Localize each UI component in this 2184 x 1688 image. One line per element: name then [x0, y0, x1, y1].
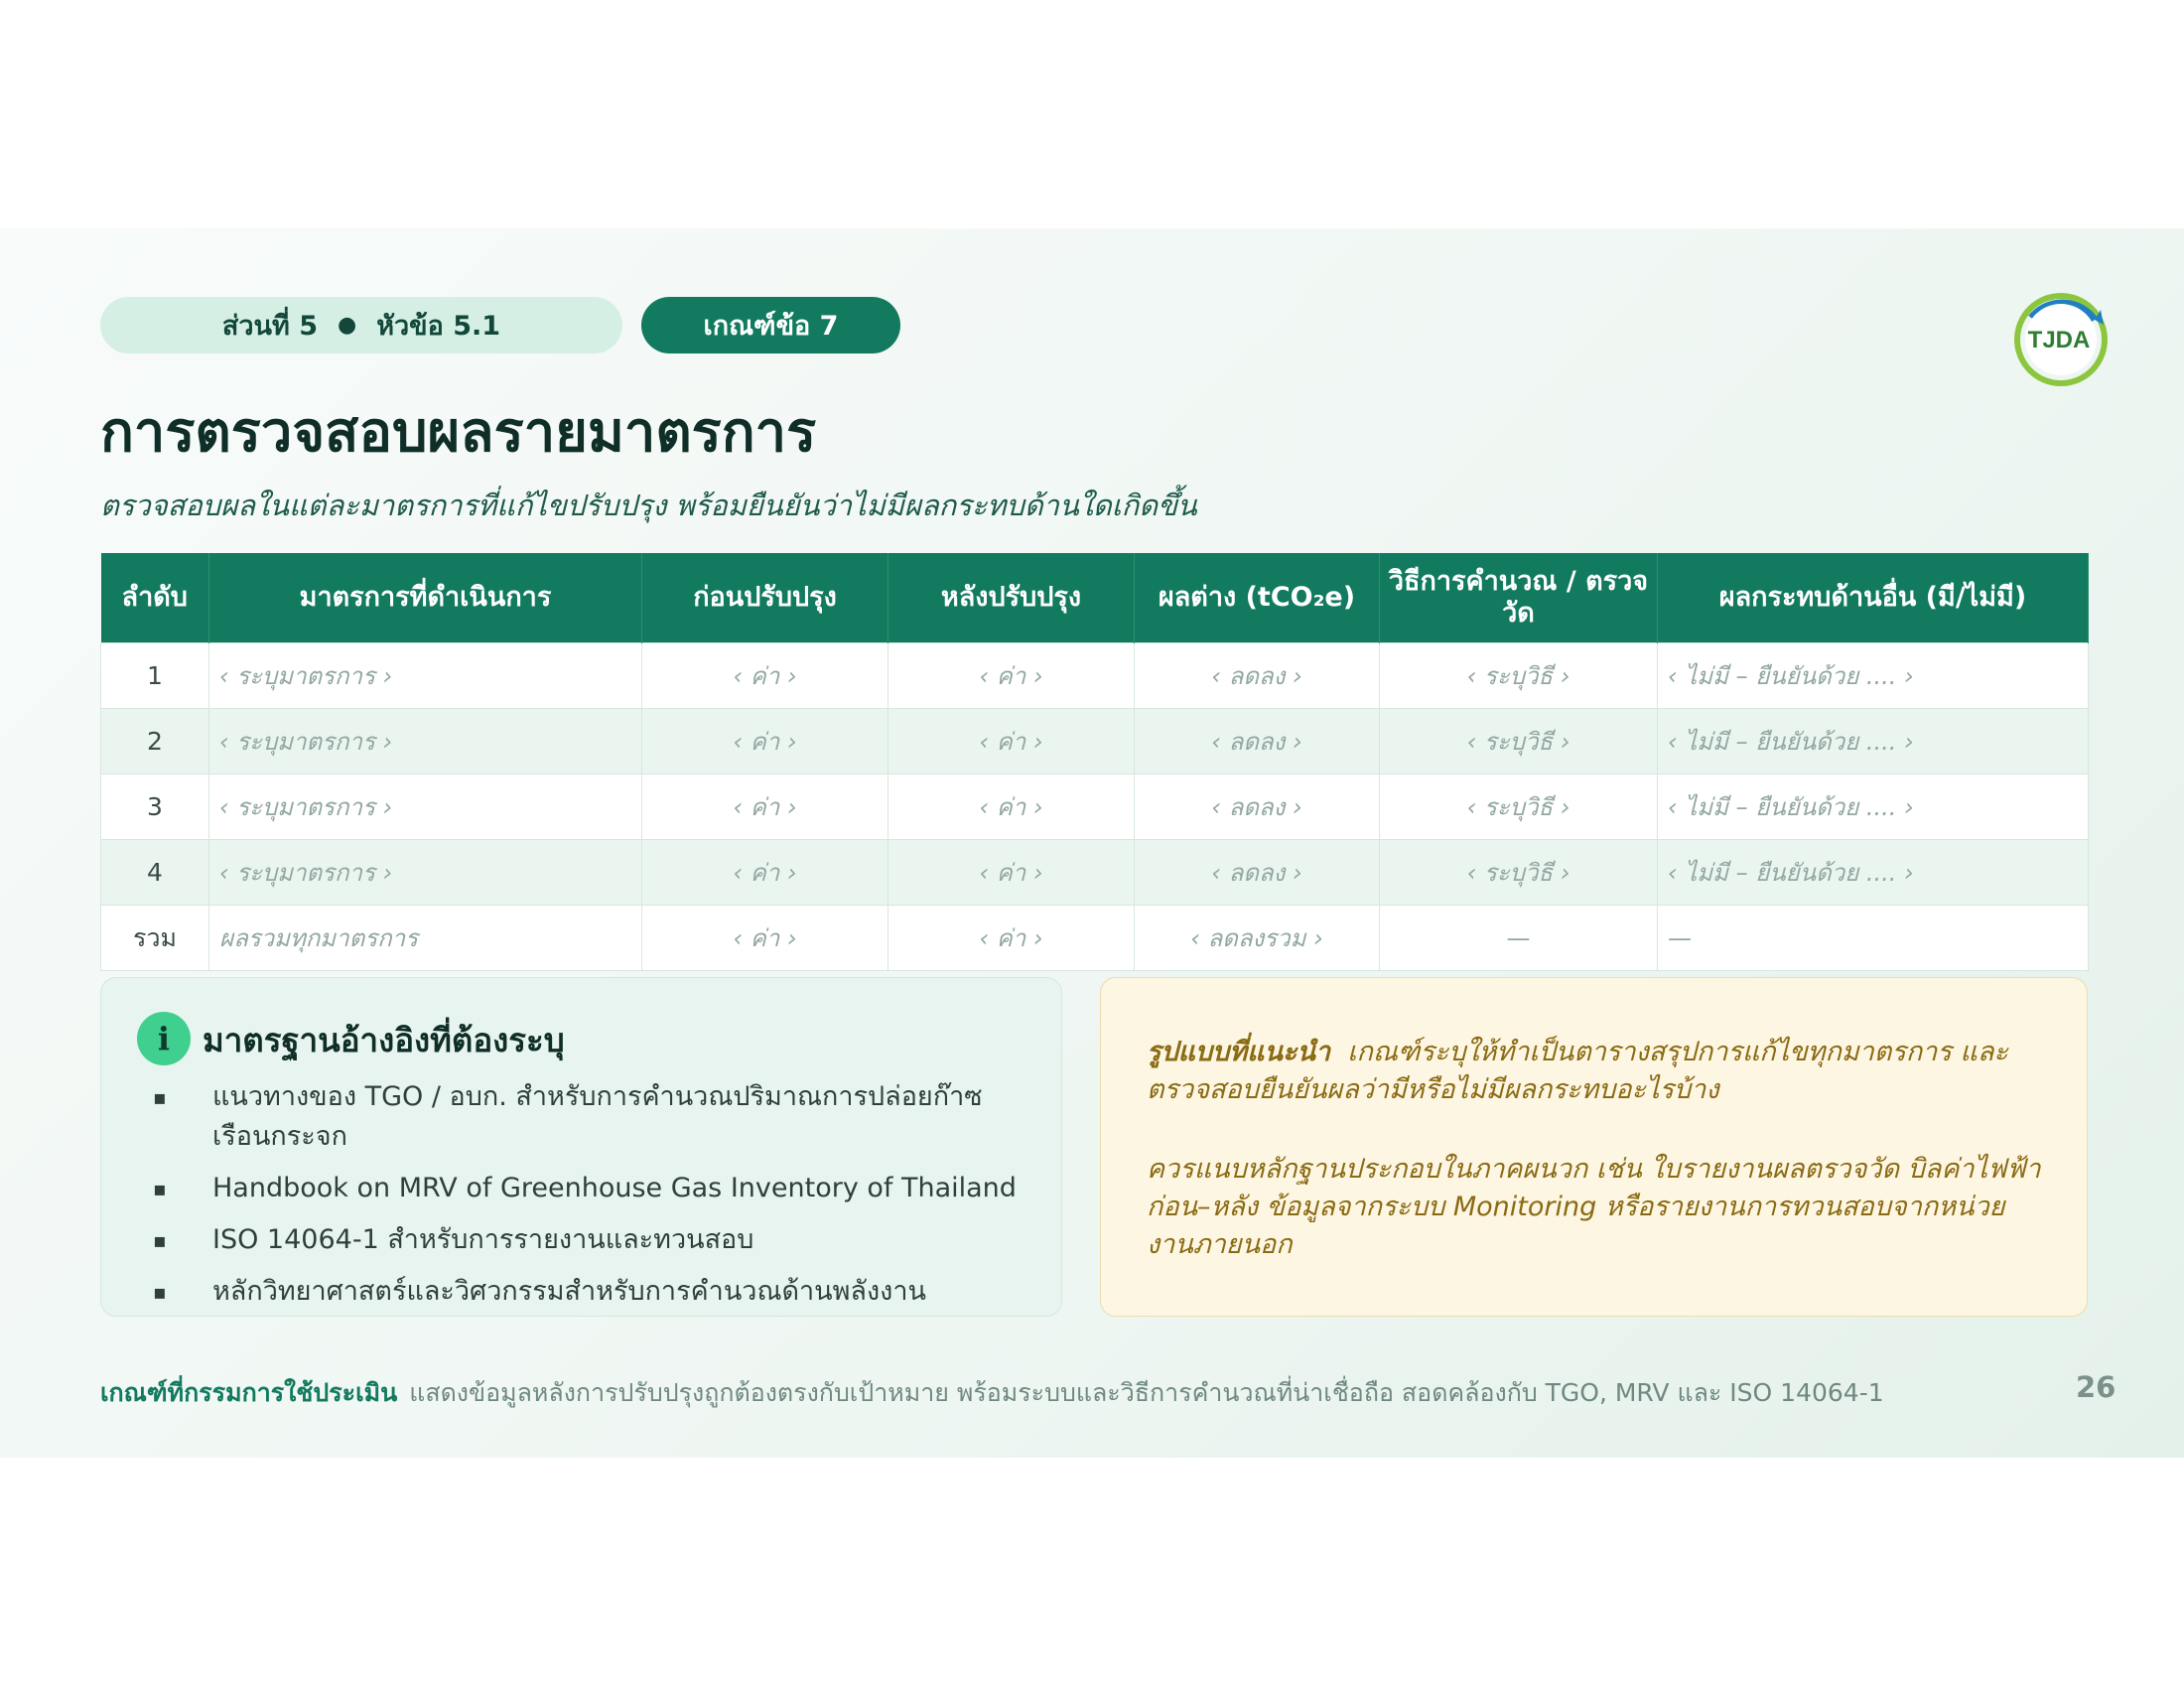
list-item	[151, 1077, 1034, 1157]
cell-measure: ‹ ระบุมาตรการ ›	[209, 774, 642, 840]
recommendation-box	[1100, 977, 2088, 1317]
cell-after: ‹ ค่า ›	[888, 643, 1135, 709]
tjda-logo	[2011, 290, 2111, 389]
cell-order: 3	[101, 774, 209, 840]
reference-text: ISO 14064-1 สำหรับการรายงานและทวนสอบ	[212, 1224, 754, 1255]
cell-method: ‹ ระบุวิธี ›	[1380, 840, 1658, 906]
col-header-difference: ผลต่าง (tCO₂e)	[1135, 553, 1380, 643]
col-header-order: ลำดับ	[101, 553, 209, 643]
cell-before: ‹ ค่า ›	[642, 709, 888, 774]
footer-text: แสดงข้อมูลหลังการปรับปรุงถูกต้องตรงกับเป้าหมาย พร้อมระบบและวิธีการคำนวณที่น่าเชื่อถือ สอดคล้องกับ TGO, MRV และ ISO 14064-1	[409, 1378, 1884, 1407]
slide	[0, 228, 2184, 1458]
cell-order: 4	[101, 840, 209, 906]
list-item	[151, 1272, 1034, 1312]
topic-label: หัวข้อ 5.1	[376, 311, 501, 342]
section-label: ส่วนที่ 5	[221, 311, 318, 342]
info-icon: i	[137, 1012, 191, 1065]
cell-difference: ‹ ลดลง ›	[1135, 643, 1380, 709]
reference-standards-box	[100, 977, 1062, 1317]
cell-total-before: ‹ ค่า ›	[642, 906, 888, 971]
cell-impact: ‹ ไม่มี – ยืนยันด้วย .... ›	[1658, 840, 2089, 906]
table-row	[101, 774, 2089, 840]
list-item	[151, 1220, 1034, 1260]
page-subtitle: ตรวจสอบผลในแต่ละมาตรการที่แก้ไขปรับปรุง พร้อมยืนยันว่าไม่มีผลกระทบด้านใดเกิดขึ้น	[100, 489, 1197, 522]
cell-impact: ‹ ไม่มี – ยืนยันด้วย .... ›	[1658, 709, 2089, 774]
criterion-pill	[641, 297, 900, 353]
cell-before: ‹ ค่า ›	[642, 840, 888, 906]
recommendation-paragraph-2: ควรแนบหลักฐานประกอบในภาคผนวก เช่น ใบรายงานผลตรวจวัด บิลค่าไฟฟ้าก่อน–หลัง ข้อมูลจากระบบ Monitoring หรือรายงานการทวนสอบจากหน่วยงานภายนอก	[1147, 1154, 2041, 1260]
bullet-icon: ▪	[153, 1280, 167, 1304]
col-header-method: วิธีการคำนวณ / ตรวจวัด	[1380, 553, 1658, 643]
cell-total-method: —	[1380, 906, 1658, 971]
list-item	[151, 1169, 1034, 1208]
recommendation-label: รูปแบบที่แนะนำ	[1147, 1037, 1331, 1067]
reference-text: Handbook on MRV of Greenhouse Gas Inventory of Thailand	[212, 1173, 1017, 1203]
cell-total-difference: ‹ ลดลงรวม ›	[1135, 906, 1380, 971]
cell-measure: ‹ ระบุมาตรการ ›	[209, 840, 642, 906]
cell-after: ‹ ค่า ›	[888, 709, 1135, 774]
reference-title: มาตรฐานอ้างอิงที่ต้องระบุ	[203, 1021, 565, 1059]
cell-after: ‹ ค่า ›	[888, 774, 1135, 840]
cell-impact: ‹ ไม่มี – ยืนยันด้วย .... ›	[1658, 643, 2089, 709]
cell-before: ‹ ค่า ›	[642, 774, 888, 840]
cell-total-label: รวม	[101, 906, 209, 971]
cell-impact: ‹ ไม่มี – ยืนยันด้วย .... ›	[1658, 774, 2089, 840]
cell-total-impact: —	[1658, 906, 2089, 971]
table-header-row	[101, 553, 2089, 643]
cell-difference: ‹ ลดลง ›	[1135, 774, 1380, 840]
cell-before: ‹ ค่า ›	[642, 643, 888, 709]
recommendation-text-1: เกณฑ์ระบุให้ทำเป็นตารางสรุปการแก้ไขทุกมาตรการ และตรวจสอบยืนยันผลว่ามีหรือไม่มีผลกระทบอะไรบ้าง	[1147, 1037, 2008, 1105]
cell-difference: ‹ ลดลง ›	[1135, 840, 1380, 906]
footer-note	[100, 1373, 1986, 1413]
bullet-icon: ▪	[153, 1228, 167, 1252]
measures-table	[100, 553, 2089, 971]
col-header-impact: ผลกระทบด้านอื่น (มี/ไม่มี)	[1658, 553, 2089, 643]
footer-label: เกณฑ์ที่กรรมการใช้ประเมิน	[100, 1378, 398, 1407]
cell-method: ‹ ระบุวิธี ›	[1380, 643, 1658, 709]
cell-total-measure: ผลรวมทุกมาตรการ	[209, 906, 642, 971]
table-row	[101, 643, 2089, 709]
cell-order: 2	[101, 709, 209, 774]
reference-text: หลักวิทยาศาสตร์และวิศวกรรมสำหรับการคำนวณด้านพลังงาน	[212, 1276, 926, 1307]
col-header-before: ก่อนปรับปรุง	[642, 553, 888, 643]
cell-measure: ‹ ระบุมาตรการ ›	[209, 643, 642, 709]
criterion-label: เกณฑ์ข้อ 7	[703, 311, 839, 342]
col-header-measure: มาตรการที่ดำเนินการ	[209, 553, 642, 643]
cell-after: ‹ ค่า ›	[888, 840, 1135, 906]
recommendation-paragraph-1	[1147, 1034, 2050, 1109]
table-row	[101, 840, 2089, 906]
page-title: การตรวจสอบผลรายมาตรการ	[100, 400, 817, 465]
logo-text: TJDA	[2027, 327, 2091, 353]
col-header-after: หลังปรับปรุง	[888, 553, 1135, 643]
section-topic-pill	[100, 297, 622, 353]
cell-total-after: ‹ ค่า ›	[888, 906, 1135, 971]
table-row	[101, 709, 2089, 774]
reference-text: แนวทางของ TGO / อบก. สำหรับการคำนวณปริมาณการปล่อยก๊าซเรือนกระจก	[212, 1081, 983, 1152]
cell-difference: ‹ ลดลง ›	[1135, 709, 1380, 774]
bullet-icon: ▪	[153, 1177, 167, 1200]
cell-method: ‹ ระบุวิธี ›	[1380, 709, 1658, 774]
page-number: 26	[2076, 1370, 2116, 1404]
cell-method: ‹ ระบุวิธี ›	[1380, 774, 1658, 840]
cell-order: 1	[101, 643, 209, 709]
separator-dot: ●	[338, 313, 357, 338]
cell-measure: ‹ ระบุมาตรการ ›	[209, 709, 642, 774]
table-total-row	[101, 906, 2089, 971]
bullet-icon: ▪	[153, 1085, 167, 1109]
reference-list	[151, 1077, 1034, 1324]
